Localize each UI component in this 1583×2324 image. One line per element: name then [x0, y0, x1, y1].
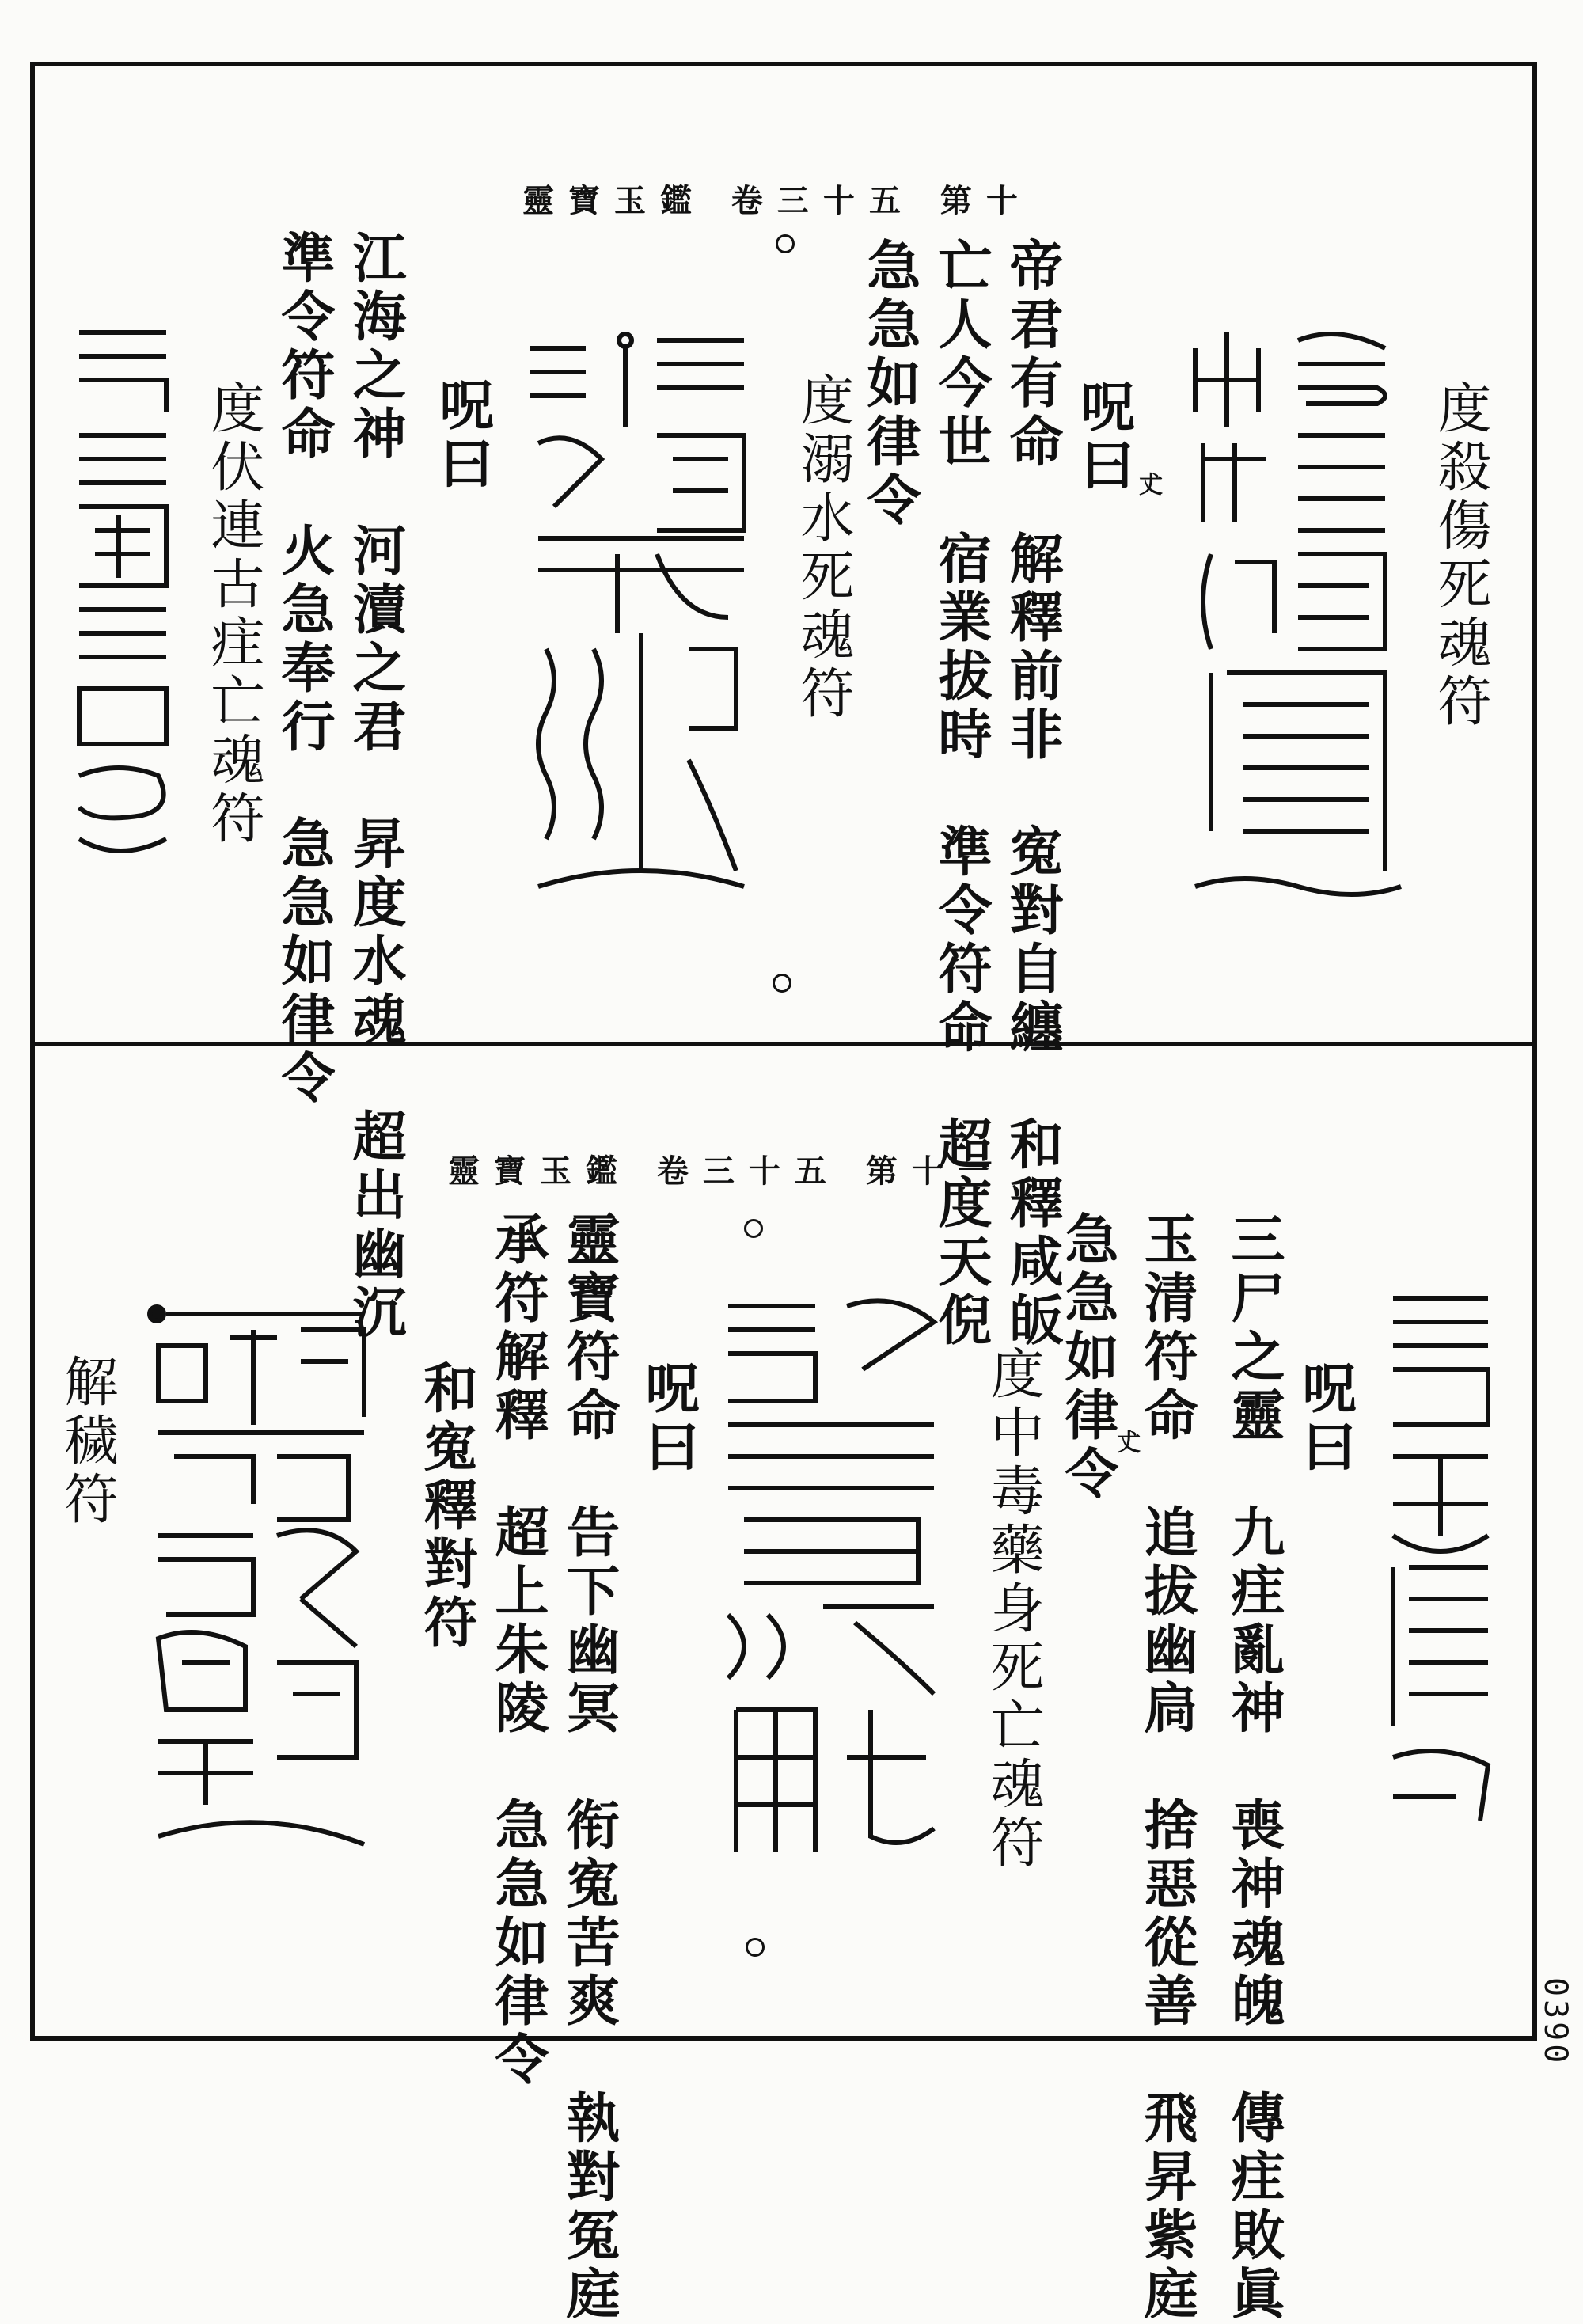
top-talisman1-title: 度殺傷死魂符	[1429, 380, 1491, 731]
bottom-incantation1-line-1: 三尸之靈 九疰亂神 喪神魂魄 傳疰敗眞	[1222, 1211, 1285, 2324]
top-talisman3-title: 度伏連古疰亡魂符	[202, 380, 264, 849]
bottom-talisman2-image	[142, 1298, 380, 1884]
bottom-incantation1-line-3: 急急如律令	[1056, 1211, 1119, 1504]
bottom-talisman1-title: 度中毒藥身死亡魂符	[981, 1346, 1044, 1873]
bottom-incantation2-line-3: 和寃釋對符	[415, 1360, 478, 1653]
bottom-talisman2-title: 解穢符	[55, 1354, 118, 1529]
bottom-circle-mark-2	[746, 1938, 765, 1957]
top-incantation1-line-1: 帝君有命 解釋前非 寃對自纏 和釋咸皈	[1000, 237, 1064, 1350]
bottom-circle-mark-1	[744, 1219, 763, 1238]
bottom-incantation2-line-1: 靈寶符命 告下幽冥 衔寃苦爽 執對冤庭	[557, 1211, 621, 2324]
page-number: 0390	[1537, 1977, 1574, 2066]
top-incantation1-label: 呪曰	[1072, 378, 1135, 496]
bottom-incantation2-line-2: 承符解釋 超上朱陵 急急如律令	[486, 1211, 549, 2090]
top-incantation2-line-1: 江海之神 河瀆之君 昇度水魂 超出幽沉	[344, 230, 407, 1342]
top-circle-mark-2	[773, 974, 792, 993]
top-incantation2-label: 呪曰	[431, 377, 494, 494]
top-incantation2-line-2: 準令符命 火急奉行 急急如律令	[272, 230, 336, 1108]
top-incantation1-line-2: 亡人今世 宿業拔時 準令符命 超度天倪	[929, 237, 993, 1350]
top-circle-mark-1	[776, 234, 795, 253]
top-incantation1-line-3: 急急如律令	[858, 237, 921, 530]
top-talisman3-image	[71, 317, 174, 887]
top-panel-header: 靈寶玉鑑 卷三十五 第十	[522, 182, 1032, 219]
bottom-talisman0-image	[1377, 1282, 1504, 1852]
bottom-incantation1-mark: 𠀋	[1112, 1430, 1140, 1453]
top-talisman2-image	[522, 317, 760, 934]
bottom-incantation2-label: 呪曰	[636, 1360, 700, 1477]
bottom-incantation1-line-2: 玉清符命 追拔幽扃 捨惡從善 飛昇紫庭	[1135, 1211, 1198, 2324]
panel-divider	[30, 1042, 1537, 1046]
bottom-incantation1-label: 呪曰	[1293, 1360, 1357, 1477]
top-talisman2-title: 度溺水死魂符	[792, 372, 854, 723]
top-talisman1-image	[1179, 317, 1409, 934]
bottom-talisman1-image	[712, 1282, 950, 1900]
top-incantation1-mark: 𠀋	[1134, 472, 1162, 496]
bottom-panel-header: 靈寶玉鑑 卷三十五 第十一	[448, 1153, 1004, 1190]
